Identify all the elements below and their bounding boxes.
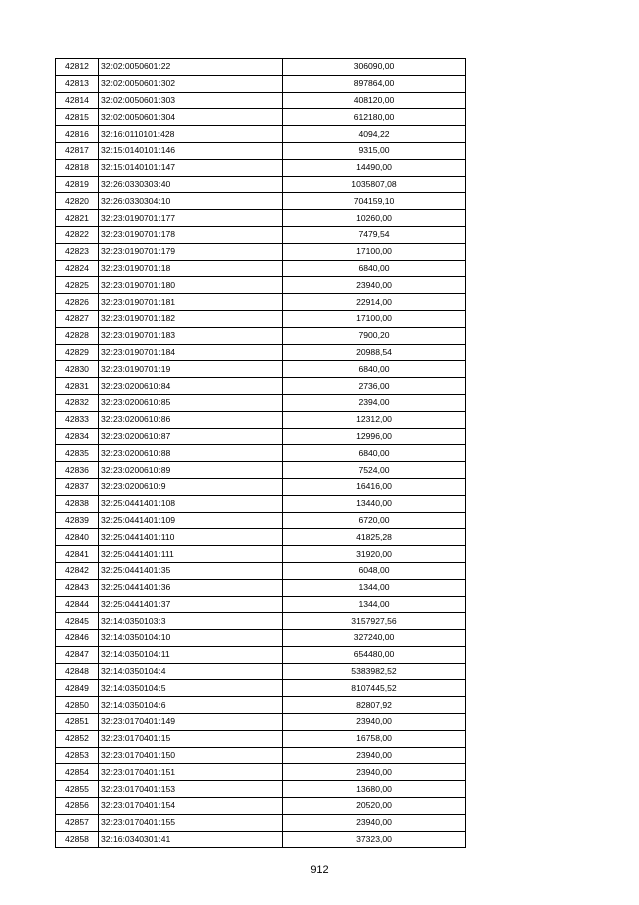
row-number-cell: 42854 — [56, 764, 99, 781]
value-cell: 1344,00 — [283, 596, 466, 613]
table-row — [56, 495, 466, 512]
row-number-cell: 42813 — [56, 75, 99, 92]
row-number-cell: 42839 — [56, 512, 99, 529]
value-cell: 13440,00 — [283, 495, 466, 512]
value-cell: 6840,00 — [283, 445, 466, 462]
table-row — [56, 630, 466, 647]
table-row — [56, 327, 466, 344]
cadastral-number-cell: 32:23:0190701:182 — [99, 310, 283, 327]
value-cell: 14490,00 — [283, 159, 466, 176]
value-cell: 22914,00 — [283, 294, 466, 311]
value-cell: 13680,00 — [283, 781, 466, 798]
table-row — [56, 764, 466, 781]
row-number-cell: 42852 — [56, 730, 99, 747]
cadastral-number-cell: 32:02:0050601:22 — [99, 59, 283, 76]
row-number-cell: 42843 — [56, 579, 99, 596]
table-row — [56, 411, 466, 428]
cadastral-number-cell: 32:23:0200610:84 — [99, 378, 283, 395]
cadastral-number-cell: 32:25:0441401:110 — [99, 529, 283, 546]
table-row — [56, 142, 466, 159]
row-number-cell: 42836 — [56, 462, 99, 479]
value-cell: 7524,00 — [283, 462, 466, 479]
table-row — [56, 663, 466, 680]
value-cell: 37323,00 — [283, 831, 466, 848]
cadastral-number-cell: 32:23:0190701:177 — [99, 210, 283, 227]
cadastral-number-cell: 32:14:0350103:3 — [99, 613, 283, 630]
value-cell: 327240,00 — [283, 630, 466, 647]
page-number: 912 — [310, 864, 329, 876]
cadastral-number-cell: 32:25:0441401:36 — [99, 579, 283, 596]
row-number-cell: 42845 — [56, 613, 99, 630]
table-row — [56, 126, 466, 143]
row-number-cell: 42851 — [56, 714, 99, 731]
row-number-cell: 42830 — [56, 361, 99, 378]
table-row — [56, 462, 466, 479]
cadastral-number-cell: 32:23:0190701:18 — [99, 260, 283, 277]
row-number-cell: 42848 — [56, 663, 99, 680]
cadastral-number-cell: 32:23:0190701:180 — [99, 277, 283, 294]
row-number-cell: 42817 — [56, 142, 99, 159]
row-number-cell: 42841 — [56, 546, 99, 563]
cadastral-number-cell: 32:25:0441401:108 — [99, 495, 283, 512]
row-number-cell: 42819 — [56, 176, 99, 193]
value-cell: 31920,00 — [283, 546, 466, 563]
value-cell: 8107445,52 — [283, 680, 466, 697]
cadastral-number-cell: 32:23:0200610:88 — [99, 445, 283, 462]
table-row — [56, 260, 466, 277]
table-row — [56, 814, 466, 831]
row-number-cell: 42827 — [56, 310, 99, 327]
table-row — [56, 394, 466, 411]
cadastral-number-cell: 32:23:0200610:85 — [99, 394, 283, 411]
cadastral-number-cell: 32:14:0350104:5 — [99, 680, 283, 697]
table-row — [56, 445, 466, 462]
cadastral-number-cell: 32:14:0350104:10 — [99, 630, 283, 647]
table-body — [56, 59, 466, 848]
value-cell: 2736,00 — [283, 378, 466, 395]
row-number-cell: 42822 — [56, 226, 99, 243]
cadastral-number-cell: 32:23:0170401:149 — [99, 714, 283, 731]
value-cell: 6840,00 — [283, 361, 466, 378]
value-cell: 5383982,52 — [283, 663, 466, 680]
cadastral-number-cell: 32:14:0350104:11 — [99, 646, 283, 663]
value-cell: 306090,00 — [283, 59, 466, 76]
cadastral-number-cell: 32:23:0200610:86 — [99, 411, 283, 428]
cadastral-number-cell: 32:23:0200610:9 — [99, 478, 283, 495]
value-cell: 7900,20 — [283, 327, 466, 344]
cadastral-number-cell: 32:23:0200610:87 — [99, 428, 283, 445]
row-number-cell: 42857 — [56, 814, 99, 831]
value-cell: 23940,00 — [283, 277, 466, 294]
cadastral-number-cell: 32:25:0441401:37 — [99, 596, 283, 613]
table-row — [56, 680, 466, 697]
table-row — [56, 243, 466, 260]
table-row — [56, 378, 466, 395]
cadastral-number-cell: 32:25:0441401:111 — [99, 546, 283, 563]
table-row — [56, 210, 466, 227]
table-row — [56, 92, 466, 109]
row-number-cell: 42833 — [56, 411, 99, 428]
value-cell: 17100,00 — [283, 243, 466, 260]
value-cell: 9315,00 — [283, 142, 466, 159]
value-cell: 12312,00 — [283, 411, 466, 428]
row-number-cell: 42826 — [56, 294, 99, 311]
table-row — [56, 109, 466, 126]
table-row — [56, 75, 466, 92]
value-cell: 17100,00 — [283, 310, 466, 327]
cadastral-number-cell: 32:23:0170401:155 — [99, 814, 283, 831]
value-cell: 10260,00 — [283, 210, 466, 227]
row-number-cell: 42824 — [56, 260, 99, 277]
value-cell: 7479,54 — [283, 226, 466, 243]
value-cell: 4094,22 — [283, 126, 466, 143]
table-row — [56, 344, 466, 361]
value-cell: 23940,00 — [283, 747, 466, 764]
cadastral-number-cell: 32:25:0441401:35 — [99, 562, 283, 579]
table-row — [56, 428, 466, 445]
cadastral-number-cell: 32:23:0170401:150 — [99, 747, 283, 764]
row-number-cell: 42823 — [56, 243, 99, 260]
value-cell: 408120,00 — [283, 92, 466, 109]
cadastral-number-cell: 32:23:0190701:181 — [99, 294, 283, 311]
value-cell: 654480,00 — [283, 646, 466, 663]
table-row — [56, 193, 466, 210]
value-cell: 23940,00 — [283, 764, 466, 781]
table-row — [56, 781, 466, 798]
row-number-cell: 42846 — [56, 630, 99, 647]
table-row — [56, 546, 466, 563]
table-row — [56, 176, 466, 193]
value-cell: 16416,00 — [283, 478, 466, 495]
row-number-cell: 42815 — [56, 109, 99, 126]
table-row — [56, 310, 466, 327]
cadastral-number-cell: 32:02:0050601:304 — [99, 109, 283, 126]
table-row — [56, 730, 466, 747]
row-number-cell: 42844 — [56, 596, 99, 613]
table-row — [56, 579, 466, 596]
cadastral-number-cell: 32:02:0050601:302 — [99, 75, 283, 92]
row-number-cell: 42834 — [56, 428, 99, 445]
row-number-cell: 42853 — [56, 747, 99, 764]
value-cell: 20520,00 — [283, 798, 466, 815]
cadastral-number-cell: 32:02:0050601:303 — [99, 92, 283, 109]
row-number-cell: 42849 — [56, 680, 99, 697]
cadastral-number-cell: 32:26:0330304:10 — [99, 193, 283, 210]
row-number-cell: 42828 — [56, 327, 99, 344]
row-number-cell: 42837 — [56, 478, 99, 495]
row-number-cell: 42856 — [56, 798, 99, 815]
table-row — [56, 277, 466, 294]
table-row — [56, 294, 466, 311]
value-cell: 704159,10 — [283, 193, 466, 210]
row-number-cell: 42840 — [56, 529, 99, 546]
cadastral-number-cell: 32:26:0330303:40 — [99, 176, 283, 193]
cadastral-number-cell: 32:23:0170401:151 — [99, 764, 283, 781]
table-row — [56, 361, 466, 378]
cadastral-number-cell: 32:25:0441401:109 — [99, 512, 283, 529]
table-row — [56, 512, 466, 529]
cadastral-number-cell: 32:23:0190701:179 — [99, 243, 283, 260]
value-cell: 612180,00 — [283, 109, 466, 126]
table-row — [56, 226, 466, 243]
value-cell: 6720,00 — [283, 512, 466, 529]
cadastral-number-cell: 32:23:0170401:15 — [99, 730, 283, 747]
value-cell: 2394,00 — [283, 394, 466, 411]
value-cell: 1344,00 — [283, 579, 466, 596]
cadastral-number-cell: 32:16:0110101:428 — [99, 126, 283, 143]
table-row — [56, 562, 466, 579]
table-row — [56, 714, 466, 731]
table-row — [56, 613, 466, 630]
value-cell: 3157927,56 — [283, 613, 466, 630]
row-number-cell: 42847 — [56, 646, 99, 663]
cadastral-number-cell: 32:15:0140101:147 — [99, 159, 283, 176]
cadastral-number-cell: 32:15:0140101:146 — [99, 142, 283, 159]
value-cell: 23940,00 — [283, 814, 466, 831]
cadastral-number-cell: 32:23:0200610:89 — [99, 462, 283, 479]
cadastral-number-cell: 32:23:0190701:19 — [99, 361, 283, 378]
cadastral-number-cell: 32:14:0350104:6 — [99, 697, 283, 714]
table-row — [56, 697, 466, 714]
row-number-cell: 42821 — [56, 210, 99, 227]
cadastral-number-cell: 32:16:0340301:41 — [99, 831, 283, 848]
row-number-cell: 42820 — [56, 193, 99, 210]
value-cell: 6840,00 — [283, 260, 466, 277]
row-number-cell: 42850 — [56, 697, 99, 714]
row-number-cell: 42831 — [56, 378, 99, 395]
value-cell: 897864,00 — [283, 75, 466, 92]
table-row — [56, 59, 466, 76]
row-number-cell: 42829 — [56, 344, 99, 361]
value-cell: 20988,54 — [283, 344, 466, 361]
value-cell: 1035807,08 — [283, 176, 466, 193]
cadastral-number-cell: 32:23:0170401:154 — [99, 798, 283, 815]
table-row — [56, 596, 466, 613]
value-cell: 12996,00 — [283, 428, 466, 445]
cadastral-number-cell: 32:23:0190701:184 — [99, 344, 283, 361]
value-cell: 41825,28 — [283, 529, 466, 546]
cadastral-number-cell: 32:23:0170401:153 — [99, 781, 283, 798]
table-row — [56, 831, 466, 848]
row-number-cell: 42838 — [56, 495, 99, 512]
row-number-cell: 42814 — [56, 92, 99, 109]
row-number-cell: 42855 — [56, 781, 99, 798]
value-cell: 82807,92 — [283, 697, 466, 714]
row-number-cell: 42842 — [56, 562, 99, 579]
cadastral-number-cell: 32:23:0190701:178 — [99, 226, 283, 243]
row-number-cell: 42832 — [56, 394, 99, 411]
cadastral-number-cell: 32:23:0190701:183 — [99, 327, 283, 344]
cadastral-number-cell: 32:14:0350104:4 — [99, 663, 283, 680]
value-cell: 23940,00 — [283, 714, 466, 731]
row-number-cell: 42835 — [56, 445, 99, 462]
row-number-cell: 42818 — [56, 159, 99, 176]
table-row — [56, 646, 466, 663]
table-row — [56, 159, 466, 176]
row-number-cell: 42858 — [56, 831, 99, 848]
table-row — [56, 798, 466, 815]
table-row — [56, 478, 466, 495]
table-row — [56, 747, 466, 764]
value-cell: 6048,00 — [283, 562, 466, 579]
table-row — [56, 529, 466, 546]
cadastre-value-table — [55, 58, 466, 848]
row-number-cell: 42812 — [56, 59, 99, 76]
row-number-cell: 42825 — [56, 277, 99, 294]
row-number-cell: 42816 — [56, 126, 99, 143]
value-cell: 16758,00 — [283, 730, 466, 747]
